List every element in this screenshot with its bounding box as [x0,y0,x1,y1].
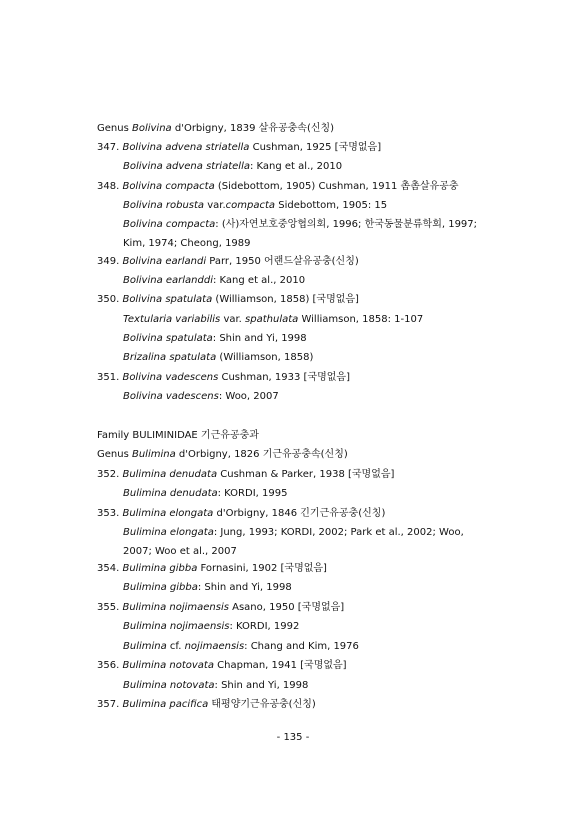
taxon-name-italic: Bolivina advena striatella [122,142,250,153]
species-entry-357 [97,698,316,711]
text-run: : Chang and Kim, 1976 [244,641,359,652]
synonym-line [123,390,279,403]
synonym-line [123,679,308,692]
text-run: : Kang et al., 2010 [249,161,343,172]
text-run: : Jung, 1993; KORDI, 2002; Park et al., 2002; Woo, 2007; Woo et al., 2007 [123,527,464,557]
taxon-name-italic: Textularia variabilis [123,314,221,325]
species-entry-353 [97,507,385,520]
species-entry-348 [97,180,459,193]
text-run: Cushman, 1933 [국명없음] [218,372,350,383]
synonym-line-multiline [97,523,489,561]
taxon-name-italic: Bulimina elongata [122,508,214,519]
text-run: d'Orbigny, 1839 살유공충속(신칭) [171,123,335,134]
taxon-name-italic: spathulata [245,314,299,325]
synonym-line [123,351,313,364]
taxon-name-italic: Bolivina spatulata [123,333,213,344]
synonym-line [123,332,307,345]
text-run: Chapman, 1941 [국명없음] [213,660,347,671]
taxon-name-italic: Bulimina gibba [122,563,198,574]
synonym-line [123,313,423,326]
species-entry-352 [97,468,394,481]
taxon-name-italic: Bulimina notovata [123,680,215,691]
text-run: var. [220,314,246,325]
genus-heading-bulimina [97,448,348,461]
text-run: 357. [97,699,123,710]
species-entry-349 [97,255,359,268]
taxon-name-italic: Bolivina compacta [122,181,215,192]
text-run: 356. [97,660,123,671]
text-run: Family BULIMINIDAE 기근유공충과 [97,430,259,441]
species-entry-347 [97,141,381,154]
taxon-name-italic: Bolivina robusta [123,200,205,211]
text-run: Cushman & Parker, 1938 [국명없음] [217,469,395,480]
taxon-name-italic: Bulimina nojimaensis [122,602,229,613]
taxon-name-italic: Bulimina pacifica [122,699,209,710]
text-run: 353. [97,508,123,519]
text-run: 352. [97,469,123,480]
text-run: cf. [166,641,185,652]
species-entry-355 [97,601,344,614]
text-run: Genus [97,449,132,460]
species-entry-356 [97,659,347,672]
text-run: 354. [97,563,123,574]
text-run: : Shin and Yi, 1998 [212,333,307,344]
taxon-name-italic: Bolivina spatulata [122,294,213,305]
text-run: (Sidebottom, 1905) Cushman, 1911 촘촘살유공충 [214,181,459,192]
taxon-name-italic: Bulimina [123,641,167,652]
synonym-line [123,640,359,653]
text-run: : Woo, 2007 [218,391,279,402]
synonym-line [123,620,299,633]
synonym-line [123,274,305,287]
text-run: d'Orbigny, 1826 기근유공충속(신칭) [175,449,348,460]
taxon-name-italic: Bolivina vadescens [122,372,219,383]
text-run: 350. [97,294,123,305]
text-run: : Shin and Yi, 1998 [197,582,292,593]
text-run: Fornasini, 1902 [국명없음] [197,563,327,574]
text-run: (Williamson, 1858) [216,352,314,363]
taxon-name-italic: Bolivina [131,123,172,134]
text-run: 태평양기근유공충(신칭) [208,699,316,710]
genus-heading-bolivina [97,122,334,135]
taxon-name-italic: Bulimina notovata [122,660,214,671]
text-run: Williamson, 1858: 1-107 [298,314,424,325]
text-run: var. [204,200,226,211]
text-run: Genus [97,123,132,134]
taxon-name-italic: Bolivina compacta [123,219,216,230]
text-run: : KORDI, 1992 [229,621,300,632]
text-run: : Kang et al., 2010 [213,275,306,286]
text-run: : (사)자연보호중앙협의회, 1996; 한국동물분류학회, 1997; Kim, 1974; Cheong, 1989 [123,219,478,249]
taxon-name-italic: Bolivina earlanddi [123,275,213,286]
taxon-name-italic: Bulimina nojimaensis [123,621,230,632]
text-run: 355. [97,602,123,613]
taxon-name-italic: Bulimina elongata [123,527,214,538]
synonym-line [123,199,387,212]
synonym-line [123,581,292,594]
taxon-name-italic: Bulimina denudata [123,488,218,499]
text-run: : KORDI, 1995 [217,488,288,499]
page-number: - 135 - [276,732,310,743]
text-run: Cushman, 1925 [국명없음] [249,142,382,153]
text-run: 348. [97,181,123,192]
text-run: : Shin and Yi, 1998 [214,680,309,691]
taxon-name-italic: compacta [225,200,276,211]
taxon-name-italic: Bolivina advena striatella [123,161,250,172]
synonym-line-multiline [97,215,489,253]
taxon-name-italic: Bulimina [131,449,176,460]
text-run: Asano, 1950 [국명없음] [228,602,345,613]
synonym-line [123,487,287,500]
family-heading-buliminidae [97,429,259,442]
synonym-line [123,160,342,173]
taxon-name-italic: Bulimina gibba [123,582,198,593]
text-run: 351. [97,372,123,383]
taxon-name-italic: Brizalina spatulata [123,352,217,363]
taxon-name-italic: Bolivina earlandi [122,256,207,267]
text-run: Sidebottom, 1905: 15 [275,200,388,211]
text-run: 347. [97,142,123,153]
species-entry-354 [97,562,327,575]
text-run: d'Orbigny, 1846 긴기근유공충(신칭) [213,508,386,519]
text-run: Parr, 1950 어랜드살유공충(신칭) [206,256,359,267]
taxon-name-italic: Bulimina denudata [122,469,218,480]
text-run: 349. [97,256,123,267]
taxon-name-italic: nojimaensis [184,641,245,652]
text-run: (Williamson, 1858) [국명없음] [212,294,359,305]
species-entry-350 [97,293,359,306]
species-entry-351 [97,371,350,384]
taxon-name-italic: Bolivina vadescens [123,391,219,402]
